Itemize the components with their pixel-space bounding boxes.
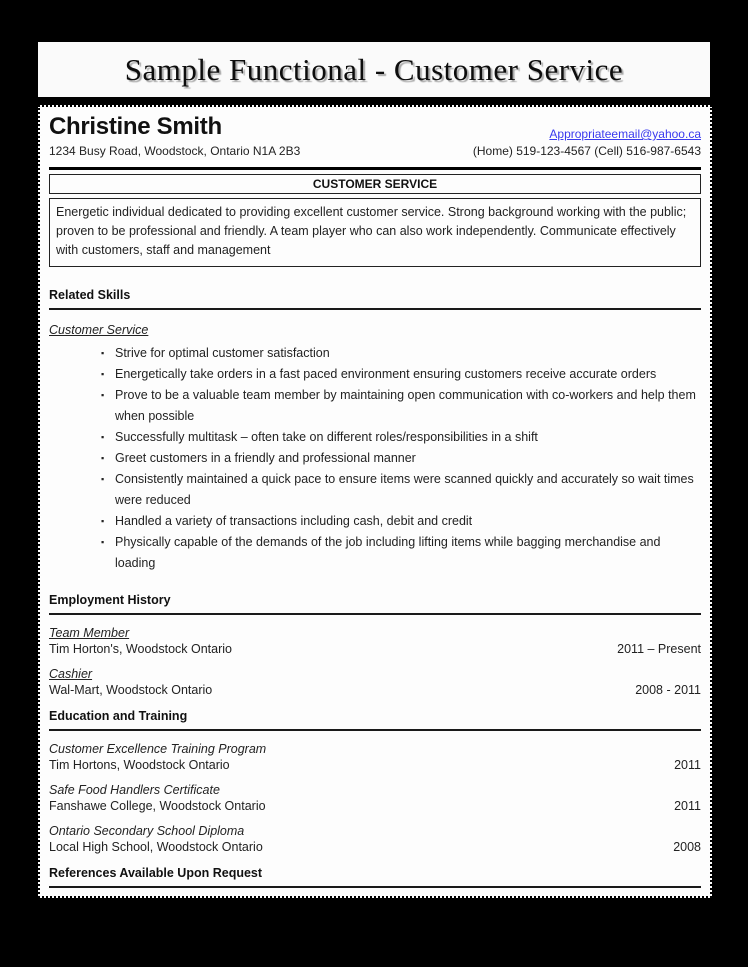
skill-text: Successfully multitask – often take on different roles/responsibilities in a shift bbox=[115, 430, 538, 444]
bullet-icon: ▪ bbox=[101, 516, 105, 526]
bullet-icon: ▪ bbox=[101, 369, 105, 379]
bullet-icon: ▪ bbox=[101, 453, 105, 463]
candidate-phone: (Home) 519-123-4567 (Cell) 516-987-6543 bbox=[472, 144, 701, 158]
job-employer: Wal-Mart, Woodstock Ontario bbox=[49, 683, 213, 697]
list-item bbox=[101, 364, 701, 385]
section-heading-education: Education and Training bbox=[49, 709, 701, 731]
email-link[interactable]: Appropriateemail@yahoo.ca bbox=[549, 127, 701, 141]
list-item bbox=[101, 385, 701, 427]
objective-summary: Energetic individual dedicated to providing excellent customer service. Strong background working with the public; proven to be professional and friendly. A team player who can also work independently. Communicate effectively with customers, staff and management bbox=[49, 198, 701, 267]
education-title: Ontario Secondary School Diploma bbox=[49, 824, 245, 838]
job-entry bbox=[49, 626, 701, 656]
education-school: Tim Hortons, Woodstock Ontario bbox=[49, 758, 230, 772]
page-title: Sample Functional - Customer Service bbox=[124, 51, 624, 87]
section-heading-employment: Employment History bbox=[49, 593, 701, 615]
education-entry bbox=[49, 783, 701, 813]
bullet-icon: ▪ bbox=[101, 432, 105, 442]
education-row bbox=[49, 799, 701, 813]
education-row bbox=[49, 840, 701, 854]
skill-text: Physically capable of the demands of the job including lifting items while bagging merchandise and loading bbox=[115, 535, 661, 570]
job-dates: 2011 – Present bbox=[617, 642, 701, 656]
education-year: 2008 bbox=[673, 840, 701, 854]
education-row bbox=[49, 758, 701, 772]
job-title: Cashier bbox=[49, 667, 93, 681]
skill-text: Consistently maintained a quick pace to ensure items were scanned quickly and accurately so wait times were reduced bbox=[115, 472, 694, 507]
list-item bbox=[101, 343, 701, 364]
skill-text: Greet customers in a friendly and professional manner bbox=[115, 451, 416, 465]
list-item bbox=[101, 511, 701, 532]
education-title: Customer Excellence Training Program bbox=[49, 742, 267, 756]
references-heading: References Available Upon Request bbox=[49, 866, 701, 888]
skill-text: Energetically take orders in a fast paced environment ensuring customers receive accurate orders bbox=[115, 367, 657, 381]
education-title: Safe Food Handlers Certificate bbox=[49, 783, 220, 797]
resume-page bbox=[38, 105, 712, 898]
education-school: Fanshawe College, Woodstock Ontario bbox=[49, 799, 266, 813]
bullet-icon: ▪ bbox=[101, 474, 105, 484]
list-item bbox=[101, 532, 701, 574]
skills-list bbox=[49, 343, 701, 574]
header-divider bbox=[49, 167, 701, 170]
education-entry bbox=[49, 742, 701, 772]
list-item bbox=[101, 427, 701, 448]
header-row-2 bbox=[49, 144, 701, 158]
skill-text: Handled a variety of transactions including cash, debit and credit bbox=[115, 514, 473, 528]
skills-subheading: Customer Service bbox=[49, 323, 149, 337]
education-year: 2011 bbox=[674, 758, 701, 772]
bullet-icon: ▪ bbox=[101, 537, 105, 547]
list-item bbox=[101, 469, 701, 511]
references-section bbox=[49, 866, 701, 888]
job-title: Team Member bbox=[49, 626, 130, 640]
education-entry bbox=[49, 824, 701, 854]
education-year: 2011 bbox=[674, 799, 701, 813]
job-dates: 2008 - 2011 bbox=[635, 683, 701, 697]
job-entry bbox=[49, 667, 701, 697]
bullet-icon: ▪ bbox=[101, 390, 105, 400]
candidate-address: 1234 Busy Road, Woodstock, Ontario N1A 2B3 bbox=[49, 144, 301, 158]
education-school: Local High School, Woodstock Ontario bbox=[49, 840, 263, 854]
job-employer: Tim Horton's, Woodstock Ontario bbox=[49, 642, 233, 656]
objective-heading: CUSTOMER SERVICE bbox=[49, 174, 701, 194]
skill-text: Prove to be a valuable team member by maintaining open communication with co-workers and help them when possible bbox=[115, 388, 696, 423]
header-row-1 bbox=[49, 113, 701, 141]
bullet-icon: ▪ bbox=[101, 348, 105, 358]
skill-text: Strive for optimal customer satisfaction bbox=[115, 346, 330, 360]
list-item bbox=[101, 448, 701, 469]
section-heading-related-skills: Related Skills bbox=[49, 288, 701, 310]
job-row bbox=[49, 642, 701, 656]
candidate-name: Christine Smith bbox=[49, 113, 222, 140]
title-banner bbox=[36, 40, 712, 99]
job-row bbox=[49, 683, 701, 697]
